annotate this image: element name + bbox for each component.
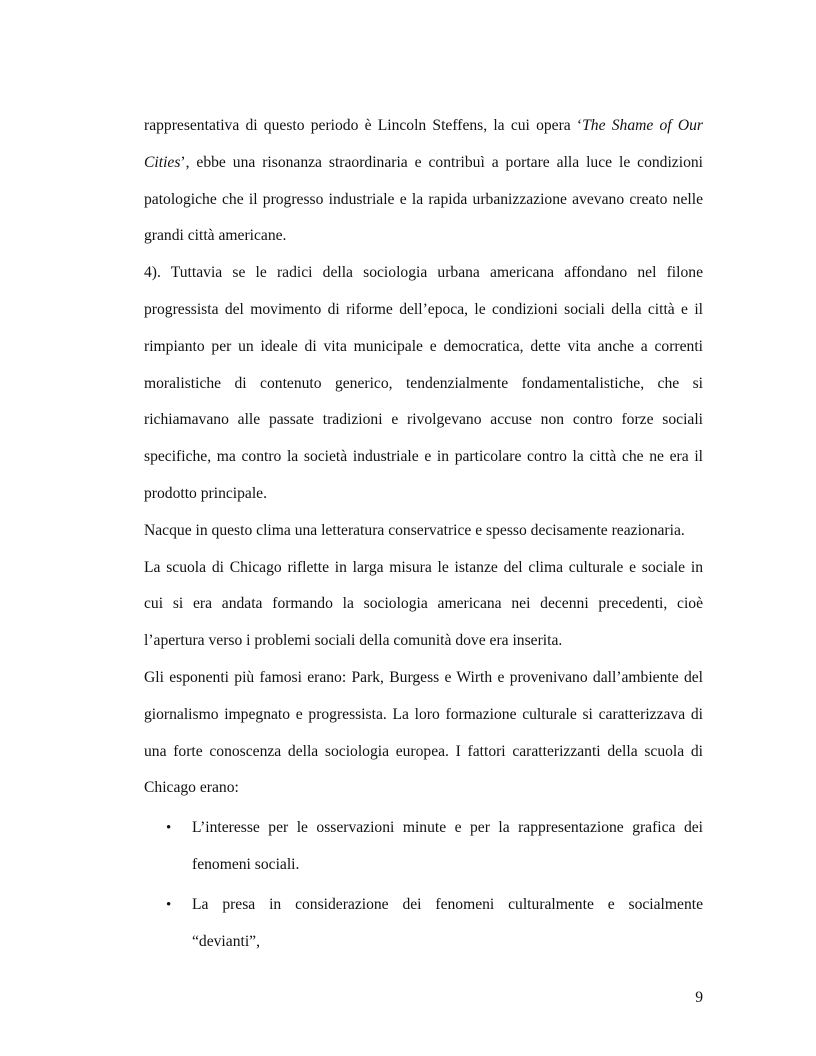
bullet-line: fenomeni sociali.	[192, 855, 300, 873]
text-line: grandi città americane.	[144, 227, 287, 245]
bullet-icon: •	[166, 896, 172, 913]
text-line: Nacque in questo clima una letteratura conservatrice e spesso decisamente reazionaria.	[144, 521, 685, 539]
text-line: patologiche che il progresso industriale e la rapida urbanizzazione avevano creato nelle	[144, 190, 703, 208]
bullet-line: L’interesse per le osservazioni minute e per la rappresentazione grafica dei	[192, 819, 703, 837]
body-text	[144, 108, 703, 960]
text-line: Chicago erano:	[144, 779, 239, 797]
text-line: l’apertura verso i problemi sociali della comunità dove era inserita.	[144, 632, 563, 650]
text-line: giornalismo impegnato e progressista. La loro formazione culturale si caratterizzava di	[144, 705, 703, 723]
bullet-line: “devianti”,	[192, 932, 260, 950]
text-line: 4). Tuttavia se le radici della sociologia urbana americana affondano nel filone	[144, 264, 703, 282]
text-line: La scuola di Chicago riflette in larga misura le istanze del clima culturale e sociale in	[144, 558, 703, 576]
bullet-line: La presa in considerazione dei fenomeni culturalmente e socialmente	[192, 895, 703, 913]
text-line: prodotto principale.	[144, 484, 267, 502]
text-line: Gli esponenti più famosi erano: Park, Burgess e Wirth e provenivano dall’ambiente del	[144, 668, 703, 686]
bullet-list-item	[144, 887, 703, 961]
text-line: cui si era andata formando la sociologia americana nei decenni precedenti, cioè	[144, 595, 703, 613]
text-line: rappresentativa di questo periodo è Lincoln Steffens, la cui opera ‘The Shame of Our	[144, 117, 703, 134]
text-line: una forte conoscenza della sociologia europea. I fattori caratterizzanti della scuola di	[144, 742, 703, 760]
bullet-list-item	[144, 810, 703, 884]
text-line: richiamavano alle passate tradizioni e rivolgevano accuse non contro forze sociali	[144, 411, 703, 429]
text-line: Cities’, ebbe una risonanza straordinaria e contribuì a portare alla luce le condizioni	[144, 153, 703, 171]
text-line: moralistiche di contenuto generico, tendenzialmente fondamentalistiche, che si	[144, 374, 703, 392]
page-number: 9	[695, 989, 703, 1006]
text-line: specifiche, ma contro la società industriale e in particolare contro la città che ne era il	[144, 448, 703, 466]
text-line: progressista del movimento di riforme dell’epoca, le condizioni sociali della città e il	[144, 300, 703, 318]
text-line: rimpianto per un ideale di vita municipale e democratica, dette vita anche a correnti	[144, 337, 703, 355]
bullet-icon: •	[166, 820, 172, 837]
